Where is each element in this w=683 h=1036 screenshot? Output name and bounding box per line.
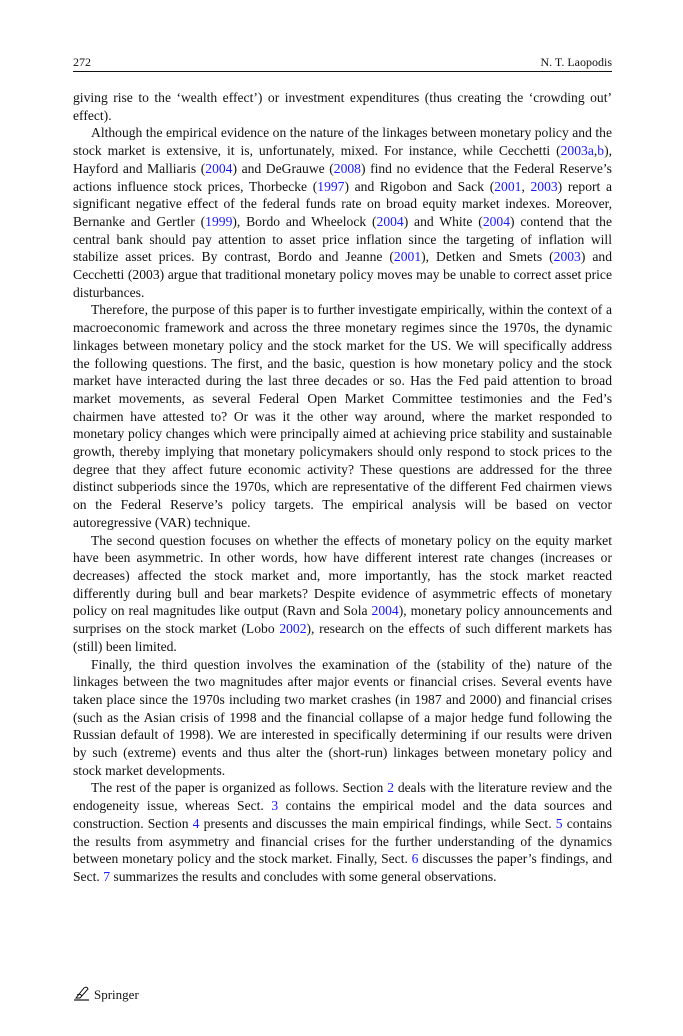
citation-link[interactable]: 7 <box>103 868 110 884</box>
text-run: ), Bordo and Wheelock ( <box>232 213 377 229</box>
citation-link[interactable]: 3 <box>271 798 279 814</box>
text-run: discusses the paper’s findings, and Sect. <box>73 851 612 884</box>
citation-link[interactable]: 1997 <box>317 178 345 194</box>
text-run: ), Detken and Smets ( <box>421 249 554 265</box>
text-run: ) contend that the central bank should pay attention to asset price inflation since the targeting of inflation will stabilize asset prices. By contrast, Bordo and Jeanne ( <box>73 213 612 265</box>
paragraph <box>73 656 612 780</box>
text-run: , <box>593 143 598 159</box>
text-run: The rest of the paper is organized as follows. Section <box>91 780 388 796</box>
citation-link[interactable]: 2004 <box>482 213 510 229</box>
springer-logo-icon <box>73 984 91 1006</box>
publisher-name: Springer <box>94 987 139 1002</box>
text-run: ) and DeGrauwe ( <box>232 160 334 176</box>
text-run: ) find no evidence that the Federal Reserve’s actions influence stock prices, Thorbecke ( <box>73 160 612 194</box>
citation-link[interactable]: 2003a <box>560 143 594 159</box>
citation-link[interactable]: 2 <box>387 780 394 796</box>
citation-link[interactable]: 4 <box>192 815 200 831</box>
text-run: ) and Rigobon and Sack ( <box>344 178 495 194</box>
citation-link[interactable]: 5 <box>555 815 563 831</box>
citation-link[interactable]: 2003 <box>553 249 581 265</box>
text-run: giving rise to the ‘wealth effect’) or investment expenditures (thus creating the ‘crowding out’ effect). <box>73 90 612 123</box>
text-run: deals with the literature review and the endogeneity issue, whereas Sect. <box>73 780 612 814</box>
text-run: ), monetary policy announcements and surprises on the stock market (Lobo <box>73 603 613 637</box>
publisher-footer <box>73 984 139 1006</box>
running-author: N. T. Laopodis <box>540 55 612 69</box>
text-run: The second question focuses on whether the effects of monetary policy on the equity market have been asymmetric. In other words, how have different interest rate changes (increases or decreases) affected the stock market and, more importantly, has the stock market reacted differently during bull and bear markets? Despite evidence of asymmetric effects of monetary policy on real magnitudes like output (Ravn and Sola <box>73 532 612 619</box>
citation-link[interactable]: 2004 <box>205 160 233 176</box>
text-run: , <box>521 178 531 194</box>
citation-link[interactable]: 6 <box>411 851 419 867</box>
paragraph <box>73 89 612 124</box>
body-text <box>73 89 612 886</box>
text-run: ), Hayford and Malliaris ( <box>73 143 612 176</box>
running-header <box>73 50 612 70</box>
text-run: ) and White ( <box>403 213 483 229</box>
text-run: ) and Cecchetti (2003) argue that traditional monetary policy moves may be unable to correct asset price disturbances. <box>73 249 612 300</box>
paragraph <box>73 124 612 301</box>
paragraph <box>73 532 612 656</box>
text-run: ), research on the effects of such different markets has (still) been limited. <box>73 621 613 654</box>
citation-link[interactable]: 2002 <box>279 621 307 637</box>
text-run: contains the results from asymmetry and financial crises for the further understanding of the dynamics between monetary policy and the stock market. Finally, Sect. <box>73 815 613 867</box>
paragraph <box>73 779 612 885</box>
text-run: contains the empirical model and the data sources and construction. Section <box>73 798 612 831</box>
page-number: 272 <box>73 55 91 69</box>
header-rule <box>73 71 612 72</box>
citation-link[interactable]: 2008 <box>333 160 361 176</box>
paragraph <box>73 301 612 531</box>
text-run: presents and discusses the main empirical findings, while Sect. <box>199 815 556 831</box>
citation-link[interactable]: 2004 <box>371 603 399 619</box>
text-run: Finally, the third question involves the examination of the (stability of the) nature of the linkages between the two magnitudes after major events or financial crises. Several events have taken place since the 1970s including two market crashes (in 1987 and 2000) and financial crises (such as the Asian crisis of 1998 and the financial collapse of a major hedge fund following the Russian default of 1998). We are interested in specifically determining if our results were driven by such (extreme) events and thus alter the (short-run) linkages between monetary policy and stock market developments. <box>73 656 612 778</box>
text-run: summarizes the results and concludes with some general observations. <box>110 868 497 884</box>
text-run: ) report a significant negative effect of the federal funds rate on broad equity market indexes. Moreover, Bernanke and Gertler ( <box>73 178 612 229</box>
text-run: Therefore, the purpose of this paper is to further investigate empirically, within the context of a macroeconomic framework and across the three monetary regimes since the 1970s, the dynamic linkages between monetary policy and the stock market for the US. We will specifically address the following questions. The first, and the basic, question is how monetary policy and the stock market have interacted during the last three decades or so. Has the Fed paid attention to broad market movements, as several Federal Open Market Committee testimonies and the Fed’s chairmen have attested to? Or was it the other way around, where the market responded to monetary policy changes which were principally aimed at achieving price stability and sustainable growth, thereby implying that monetary policymakers should only respond to stock prices to the degree that they affect future economic activity? These questions are addressed for the three distinct subperiods since the 1970s, which are representative of the different Fed chairmen views on the Federal Reserve’s policy targets. The empirical analysis will be based on vector autoregressive (VAR) technique. <box>73 302 612 530</box>
citation-link[interactable]: 2004 <box>376 213 404 229</box>
citation-link[interactable]: 1999 <box>205 213 233 229</box>
citation-link[interactable]: 2001 <box>393 249 422 265</box>
citation-link[interactable]: 2003 <box>530 178 558 194</box>
citation-link[interactable]: 2001 <box>494 178 522 194</box>
citation-link[interactable]: b <box>597 143 605 159</box>
text-run: Although the empirical evidence on the nature of the linkages between monetary policy and the stock market is extensive, it is, unfortunately, mixed. For instance, while Cecchetti ( <box>73 125 612 159</box>
